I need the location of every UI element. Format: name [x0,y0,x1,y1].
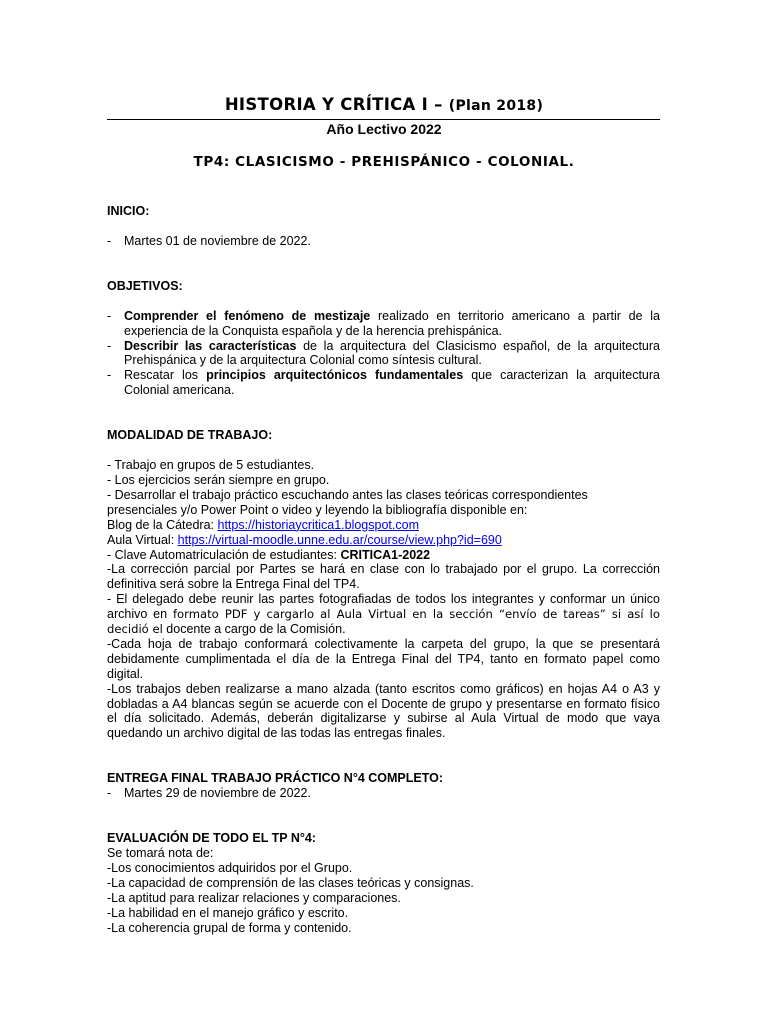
modalidad-line: - Trabajo en grupos de 5 estudiantes. [107,458,315,473]
objetivo-bold: Comprender el fenómeno de mestizaje [124,308,371,323]
objetivo-item [107,309,660,339]
aula-label: Aula Virtual: [107,532,178,547]
trabajos-paragraph: -Los trabajos deben realizarse a mano alzada (tanto escritos como gráficos) en hojas A4 o A3 y dobladas a A4 blancas según se acuerde con el Docente de grupo y presentarse en formato físico el día solicitado. Además, deberán digitalizarse y subirse al Aula Virtual de modo que vaya quedando un archivo digital de las todas las entregas finales. [107,681,660,741]
hoja-paragraph: -Cada hoja de trabajo conformará colectivamente la carpeta del grupo, la que se presentará debidamente cumplimentada el día de la Entrega Final del TP4, tanto en formato papel como digital. [107,636,660,681]
document-body [107,204,660,935]
modalidad-line: - Los ejercicios serán siempre en grupo. [107,472,330,487]
title-underline [107,119,660,120]
evaluacion-heading: EVALUACIÓN DE TODO EL TP N°4: [107,831,316,846]
title-dash: – [428,95,449,114]
modalidad-heading: MODALIDAD DE TRABAJO: [107,428,273,443]
objetivo-pre: Rescatar los [124,368,207,383]
evaluacion-item: -La capacidad de comprensión de las clases teóricas y consignas. [107,875,474,890]
delegado-paragraph [107,592,660,637]
modalidad-line: - Desarrollar el trabajo práctico escuchando antes las clases teóricas correspondientes presenciales y/o Power Point o video y leyendo la bibliografía disponible en: [107,487,588,517]
objetivo-bold: principios arquitectónicos fundamentales [206,368,464,383]
entrega-date: - Martes 29 de noviembre de 2022. [107,786,660,801]
academic-year: Año Lectivo 2022 [326,121,442,137]
inicio-date: - Martes 01 de noviembre de 2022. [107,234,660,249]
delegado-text-end: docente a cargo de la Comisión. [162,622,346,637]
evaluacion-item: -La coherencia grupal de forma y contenido. [107,920,352,935]
objetivo-bold: Describir las características [124,338,297,353]
objetivo-item [107,339,660,369]
objetivo-item [107,368,660,398]
document-title [0,95,768,114]
inicio-list [107,234,660,249]
objetivo-text: que caracterizan la arquitectura Colonial americana. [124,368,660,398]
entrega-list [107,786,660,801]
clave-value: CRITICA1-2022 [340,547,431,562]
aula-line [107,533,660,548]
objetivo-text: de la arquitectura del Clasicismo español, de la arquitectura Prehispánica y de la arquitectura Colonial como síntesis cultural. [124,338,660,368]
clave-label: - Clave Automatriculación de estudiantes: [107,547,341,562]
evaluacion-item: -Los conocimientos adquiridos por el Grupo. [107,860,353,875]
blog-label: Blog de la Cátedra: [107,517,218,532]
correccion-paragraph: -La corrección parcial por Partes se hará en clase con lo trabajado por el grupo. La corrección definitiva será sobre la Entrega Final del TP4. [107,562,660,592]
evaluacion-intro: Se tomará nota de: [107,846,214,860]
title-main: HISTORIA Y CRÍTICA I [224,95,429,114]
blog-line [107,518,660,533]
objetivos-list [107,309,660,398]
clave-line [107,548,660,563]
tp-title: TP4: CLASICISMO - PREHISPÁNICO - COLONIAL. [193,154,575,170]
objetivos-heading: OBJETIVOS: [107,278,183,293]
delegado-text-alt: formato PDF y cargarlo al Aula Virtual en la sección “envío de tareas” si así lo decidió el [107,607,660,637]
blog-link[interactable]: https://historiaycritica1.blogspot.com [217,517,419,532]
entrega-heading: ENTREGA FINAL TRABAJO PRÁCTICO N°4 COMPLETO: [107,771,444,786]
evaluacion-item: -La habilidad en el manejo gráfico y escrito. [107,905,349,920]
aula-virtual-link[interactable]: https://virtual-moodle.unne.edu.ar/course/view.php?id=690 [177,532,502,547]
delegado-text: - El delegado debe reunir las partes fotografiadas de todos los integrantes y conformar un único archivo en [107,592,660,622]
inicio-heading: INICIO: [107,204,150,218]
evaluacion-item: -La aptitud para realizar relaciones y comparaciones. [107,890,401,905]
objetivo-text: realizado en territorio americano a partir de la experiencia de la Conquista española y de la herencia prehispánica. [124,308,660,338]
plan-label: (Plan 2018) [448,98,544,114]
